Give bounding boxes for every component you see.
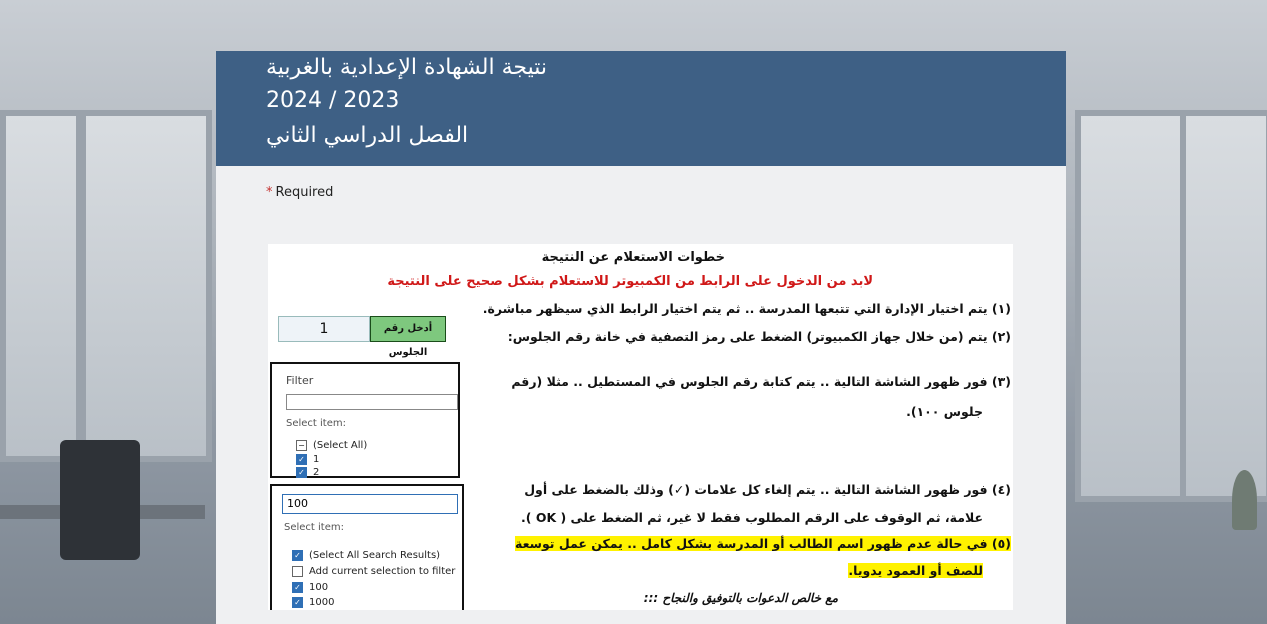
search-item: ✓ (Select All Search Results) xyxy=(292,550,440,561)
instruction-step-5 xyxy=(515,536,1011,551)
instructions-title: خطوات الاستعلام عن النتيجة xyxy=(541,250,725,265)
search-select-label: Select item: xyxy=(284,522,344,533)
instruction-step-2: (٢) يتم (من خلال جهاز الكمبيوتر) الضغط على رمز التصفية في خانة رقم الجلوس: xyxy=(507,329,1011,344)
checkbox-empty-icon xyxy=(292,566,303,577)
instruction-step-4: (٤) فور ظهور الشاشة التالية .. يتم إلغاء كل علامات (✓) وذلك بالضغط على أول xyxy=(524,482,1011,497)
filter-item: − (Select All) xyxy=(296,440,367,451)
form-title-line2: 2024 / 2023 xyxy=(266,88,400,113)
background-plant xyxy=(1232,470,1257,530)
instruction-step-1: (١) يتم اختيار الإدارة التي تتبعها المدرسة .. ثم يتم اختيار الرابط الذي سيظهر مباشرة. xyxy=(482,301,1011,316)
form-title-line3: الفصل الدراسي الثاني xyxy=(266,123,469,148)
background-window-center xyxy=(80,110,212,462)
search-value: 100 xyxy=(282,494,458,514)
required-text: Required xyxy=(275,185,334,200)
checkbox-checked-icon: ✓ xyxy=(296,454,307,465)
form-card xyxy=(216,51,1066,624)
seat-number-label: أدخل رقم الجلوس xyxy=(370,316,446,342)
checkbox-checked-icon: ✓ xyxy=(292,597,303,608)
seat-number-cell: 1 xyxy=(278,316,370,342)
filter-item: ✓ 1 xyxy=(296,454,319,465)
required-note xyxy=(266,185,333,200)
search-item: Add current selection to filter xyxy=(292,566,455,577)
search-screenshot xyxy=(270,484,464,610)
filter-select-label: Select item: xyxy=(286,418,346,429)
search-item: ✓ 100 xyxy=(292,582,328,593)
instruction-step-5-cont-text: للصف أو العمود يدويا. xyxy=(848,563,983,578)
instruction-step-5-text: (٥) في حالة عدم ظهور اسم الطالب أو المدرسة بشكل كامل .. يمكن عمل توسعة xyxy=(515,536,1011,551)
filter-screenshot xyxy=(270,362,460,478)
instruction-step-5-cont xyxy=(848,563,983,578)
minus-checkbox-icon: − xyxy=(296,440,307,451)
instructions-image xyxy=(268,244,1013,610)
seat-number-widget xyxy=(278,316,446,358)
checkbox-checked-icon: ✓ xyxy=(296,467,307,478)
instructions-warning: لابد من الدخول على الرابط من الكمبيوتر للاستعلام بشكل صحيح على النتيجة xyxy=(387,274,873,289)
background-chair xyxy=(60,440,140,560)
required-star: * xyxy=(266,185,273,200)
instruction-step-4-cont: علامة، ثم الوقوف على الرقم المطلوب فقط لا غير، ثم الضغط على ( OK ). xyxy=(520,510,983,525)
checkbox-checked-icon: ✓ xyxy=(292,582,303,593)
instructions-closing: مع خالص الدعوات بالتوفيق والنجاح ::: xyxy=(643,591,838,605)
filter-title: Filter xyxy=(286,374,314,387)
instruction-step-3: (٣) فور ظهور الشاشة التالية .. يتم كتابة رقم الجلوس في المستطيل .. مثلا (رقم xyxy=(511,374,1011,389)
instruction-step-3-cont: جلوس ١٠٠). xyxy=(906,404,983,419)
form-header xyxy=(216,51,1066,166)
filter-input xyxy=(286,394,458,410)
background-window-far-right xyxy=(1180,110,1267,502)
search-item: ✓ 1000 xyxy=(292,597,334,608)
checkbox-checked-icon: ✓ xyxy=(292,550,303,561)
background-window-right xyxy=(1075,110,1187,502)
filter-item: ✓ 2 xyxy=(296,467,319,478)
background-window-left xyxy=(0,110,82,462)
form-title-line1: نتيجة الشهادة الإعدادية بالغربية xyxy=(266,55,547,80)
